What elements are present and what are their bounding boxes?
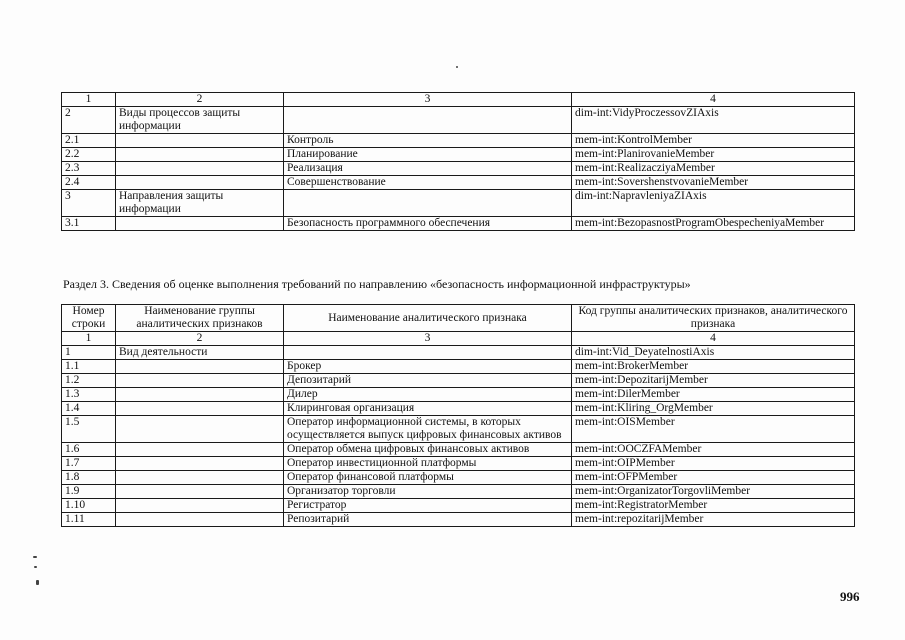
scan-speck <box>34 566 37 568</box>
group-name-cell <box>116 513 284 527</box>
row-number-cell: 3 <box>62 190 116 217</box>
group-name-cell <box>116 388 284 402</box>
group-name-cell: Направления защиты информации <box>116 190 284 217</box>
header-row-number: Номер строки <box>62 305 116 332</box>
table-row <box>62 346 855 360</box>
group-name-cell <box>116 162 284 176</box>
table-row <box>62 217 855 231</box>
table-row <box>62 134 855 148</box>
table-row <box>62 499 855 513</box>
feature-name-cell: Планирование <box>284 148 572 162</box>
group-name-cell <box>116 134 284 148</box>
feature-name-cell: Репозитарий <box>284 513 572 527</box>
table-row <box>62 513 855 527</box>
row-number-cell: 2.4 <box>62 176 116 190</box>
code-cell: dim-int:Vid_DeyatelnostiAxis <box>572 346 855 360</box>
continuation-table <box>61 92 855 231</box>
scan-speck <box>456 66 458 68</box>
code-cell: mem-int:Kliring_OrgMember <box>572 402 855 416</box>
group-name-cell <box>116 416 284 443</box>
table-row <box>62 471 855 485</box>
row-number-cell: 1.11 <box>62 513 116 527</box>
feature-name-cell: Регистратор <box>284 499 572 513</box>
row-number-cell: 2 <box>62 107 116 134</box>
code-cell: mem-int:OrganizatorTorgovliMember <box>572 485 855 499</box>
group-name-cell <box>116 499 284 513</box>
feature-name-cell: Клиринговая организация <box>284 402 572 416</box>
group-name-cell <box>116 374 284 388</box>
code-cell: mem-int:RegistratorMember <box>572 499 855 513</box>
code-cell: mem-int:OOCZFAMember <box>572 443 855 457</box>
column-number: 2 <box>116 332 284 346</box>
row-number-cell: 1.5 <box>62 416 116 443</box>
feature-name-cell <box>284 346 572 360</box>
column-number: 2 <box>116 93 284 107</box>
column-number: 1 <box>62 93 116 107</box>
row-number-cell: 1.4 <box>62 402 116 416</box>
group-name-cell <box>116 360 284 374</box>
feature-name-cell: Организатор торговли <box>284 485 572 499</box>
feature-name-cell: Дилер <box>284 388 572 402</box>
table-row <box>62 190 855 217</box>
code-cell: mem-int:KontrolMember <box>572 134 855 148</box>
code-cell: mem-int:PlanirovanieMember <box>572 148 855 162</box>
feature-name-cell: Реализация <box>284 162 572 176</box>
code-cell: dim-int:VidyProczessovZIAxis <box>572 107 855 134</box>
row-number-cell: 2.3 <box>62 162 116 176</box>
code-cell: dim-int:NapravleniyaZIAxis <box>572 190 855 217</box>
table-row <box>62 162 855 176</box>
feature-name-cell: Оператор финансовой платформы <box>284 471 572 485</box>
page-number: 996 <box>840 589 860 604</box>
group-name-cell <box>116 176 284 190</box>
header-feature-name: Наименование аналитического признака <box>284 305 572 332</box>
row-number-cell: 3.1 <box>62 217 116 231</box>
row-number-cell: 1.3 <box>62 388 116 402</box>
column-number: 3 <box>284 93 572 107</box>
code-cell: mem-int:DepozitarijMember <box>572 374 855 388</box>
column-number-row <box>62 332 855 346</box>
feature-name-cell: Совершенствование <box>284 176 572 190</box>
table-row <box>62 176 855 190</box>
column-number: 4 <box>572 332 855 346</box>
table-row <box>62 374 855 388</box>
table-row <box>62 148 855 162</box>
row-number-cell: 1.7 <box>62 457 116 471</box>
table-row <box>62 443 855 457</box>
table-row <box>62 402 855 416</box>
table-row <box>62 485 855 499</box>
feature-name-cell: Депозитарий <box>284 374 572 388</box>
column-number: 1 <box>62 332 116 346</box>
code-cell: mem-int:RealizacziyaMember <box>572 162 855 176</box>
feature-name-cell <box>284 107 572 134</box>
table-row <box>62 360 855 374</box>
group-name-cell: Виды процессов защиты информации <box>116 107 284 134</box>
group-name-cell <box>116 471 284 485</box>
code-cell: mem-int:repozitarijMember <box>572 513 855 527</box>
scan-speck <box>33 556 37 558</box>
code-cell: mem-int:DilerMember <box>572 388 855 402</box>
table-header-row <box>62 305 855 332</box>
code-cell: mem-int:BrokerMember <box>572 360 855 374</box>
table-row <box>62 107 855 134</box>
section-3-table <box>61 304 855 527</box>
code-cell: mem-int:OFPMember <box>572 471 855 485</box>
section-heading: Раздел 3. Сведения об оценке выполнения требований по направлению «безопасность информационной инфраструктуры» <box>63 277 691 291</box>
row-number-cell: 1.6 <box>62 443 116 457</box>
feature-name-cell: Безопасность программного обеспечения <box>284 217 572 231</box>
header-group-name: Наименование группы аналитических признаков <box>116 305 284 332</box>
group-name-cell <box>116 402 284 416</box>
table-row <box>62 457 855 471</box>
code-cell: mem-int:OIPMember <box>572 457 855 471</box>
table-row <box>62 416 855 443</box>
feature-name-cell <box>284 190 572 217</box>
group-name-cell <box>116 443 284 457</box>
group-name-cell <box>116 457 284 471</box>
feature-name-cell: Контроль <box>284 134 572 148</box>
group-name-cell <box>116 485 284 499</box>
feature-name-cell: Брокер <box>284 360 572 374</box>
group-name-cell <box>116 217 284 231</box>
column-number-row <box>62 93 855 107</box>
table-row <box>62 388 855 402</box>
column-number: 3 <box>284 332 572 346</box>
feature-name-cell: Оператор обмена цифровых финансовых активов <box>284 443 572 457</box>
row-number-cell: 1.1 <box>62 360 116 374</box>
row-number-cell: 2.1 <box>62 134 116 148</box>
code-cell: mem-int:BezopasnostProgramObespecheniyaMember <box>572 217 855 231</box>
row-number-cell: 1.10 <box>62 499 116 513</box>
group-name-cell <box>116 148 284 162</box>
header-code: Код группы аналитических признаков, аналитического признака <box>572 305 855 332</box>
row-number-cell: 1 <box>62 346 116 360</box>
code-cell: mem-int:SovershenstvovanieMember <box>572 176 855 190</box>
feature-name-cell: Оператор инвестиционной платформы <box>284 457 572 471</box>
group-name-cell: Вид деятельности <box>116 346 284 360</box>
column-number: 4 <box>572 93 855 107</box>
row-number-cell: 1.2 <box>62 374 116 388</box>
row-number-cell: 1.9 <box>62 485 116 499</box>
scan-speck <box>36 580 39 585</box>
feature-name-cell: Оператор информационной системы, в которых осуществляется выпуск цифровых финансовых активов <box>284 416 572 443</box>
row-number-cell: 1.8 <box>62 471 116 485</box>
row-number-cell: 2.2 <box>62 148 116 162</box>
code-cell: mem-int:OISMember <box>572 416 855 443</box>
